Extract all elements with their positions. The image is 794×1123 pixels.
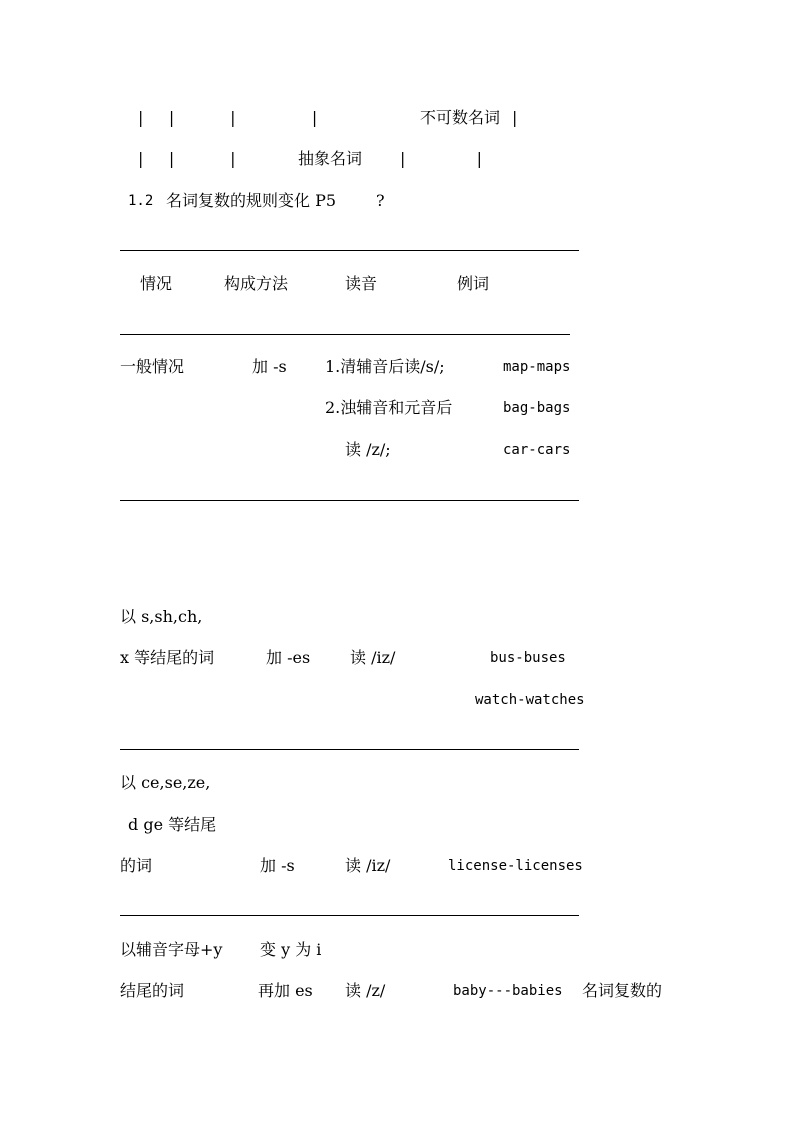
section-title: 名词复数的规则变化 P5	[166, 191, 337, 210]
row4-pronunciation: 读 /z/	[345, 981, 386, 1000]
header-situation: 情况	[140, 274, 173, 293]
row1-method: 加 -s	[252, 357, 287, 376]
row3-situation-2: d ge 等结尾	[128, 815, 217, 834]
header-examples: 例词	[457, 274, 490, 293]
row1-pronunciation-1: 1.清辅音后读/s/;	[325, 357, 445, 376]
table-rule-row3	[120, 915, 579, 916]
row4-trailing-text: 名词复数的	[582, 981, 663, 1000]
row3-situation-1: 以 ce,se,ze,	[120, 773, 211, 792]
section-number: 1.2	[128, 193, 154, 209]
row3-situation-3: 的词	[120, 856, 153, 875]
row1-example-2: bag-bags	[503, 400, 571, 416]
uncountable-noun-label: 不可数名词	[420, 108, 501, 127]
row4-situation-1: 以辅音字母+y	[120, 940, 223, 959]
classification-pipe-end: |	[512, 108, 518, 127]
row4-method-2: 再加 es	[258, 981, 313, 1000]
row3-example: license-licenses	[448, 858, 583, 874]
row2-situation-1: 以 s,sh,ch,	[120, 607, 203, 626]
header-pronunciation: 读音	[345, 274, 378, 293]
row1-pronunciation-2: 2.浊辅音和元音后	[325, 398, 453, 417]
table-rule-top	[120, 250, 579, 251]
row2-pronunciation: 读 /iz/	[350, 648, 396, 667]
row4-situation-2: 结尾的词	[120, 981, 185, 1000]
table-rule-row2	[120, 749, 579, 750]
row4-example: baby---babies	[453, 983, 563, 999]
row1-pronunciation-3: 读 /z/;	[345, 440, 391, 459]
table-rule-row1	[120, 500, 579, 501]
abstract-noun-label: 抽象名词	[298, 149, 363, 168]
classification-pipes: | | | |	[138, 108, 318, 127]
row2-example-1: bus-buses	[490, 650, 566, 666]
row2-situation-2: x 等结尾的词	[120, 648, 215, 667]
section-mark: ?	[376, 191, 385, 210]
row3-pronunciation: 读 /iz/	[345, 856, 391, 875]
table-rule-header	[120, 334, 570, 335]
row1-situation: 一般情况	[120, 357, 185, 376]
classification-pipes: | |	[400, 149, 482, 168]
header-method: 构成方法	[224, 274, 289, 293]
row2-example-2: watch-watches	[475, 692, 585, 708]
row4-method-1: 变 y 为 i	[260, 940, 322, 959]
row1-example-1: map-maps	[503, 359, 571, 375]
classification-pipes: | | |	[138, 149, 236, 168]
row2-method: 加 -es	[266, 648, 311, 667]
row1-example-3: car-cars	[503, 442, 571, 458]
row3-method: 加 -s	[260, 856, 295, 875]
